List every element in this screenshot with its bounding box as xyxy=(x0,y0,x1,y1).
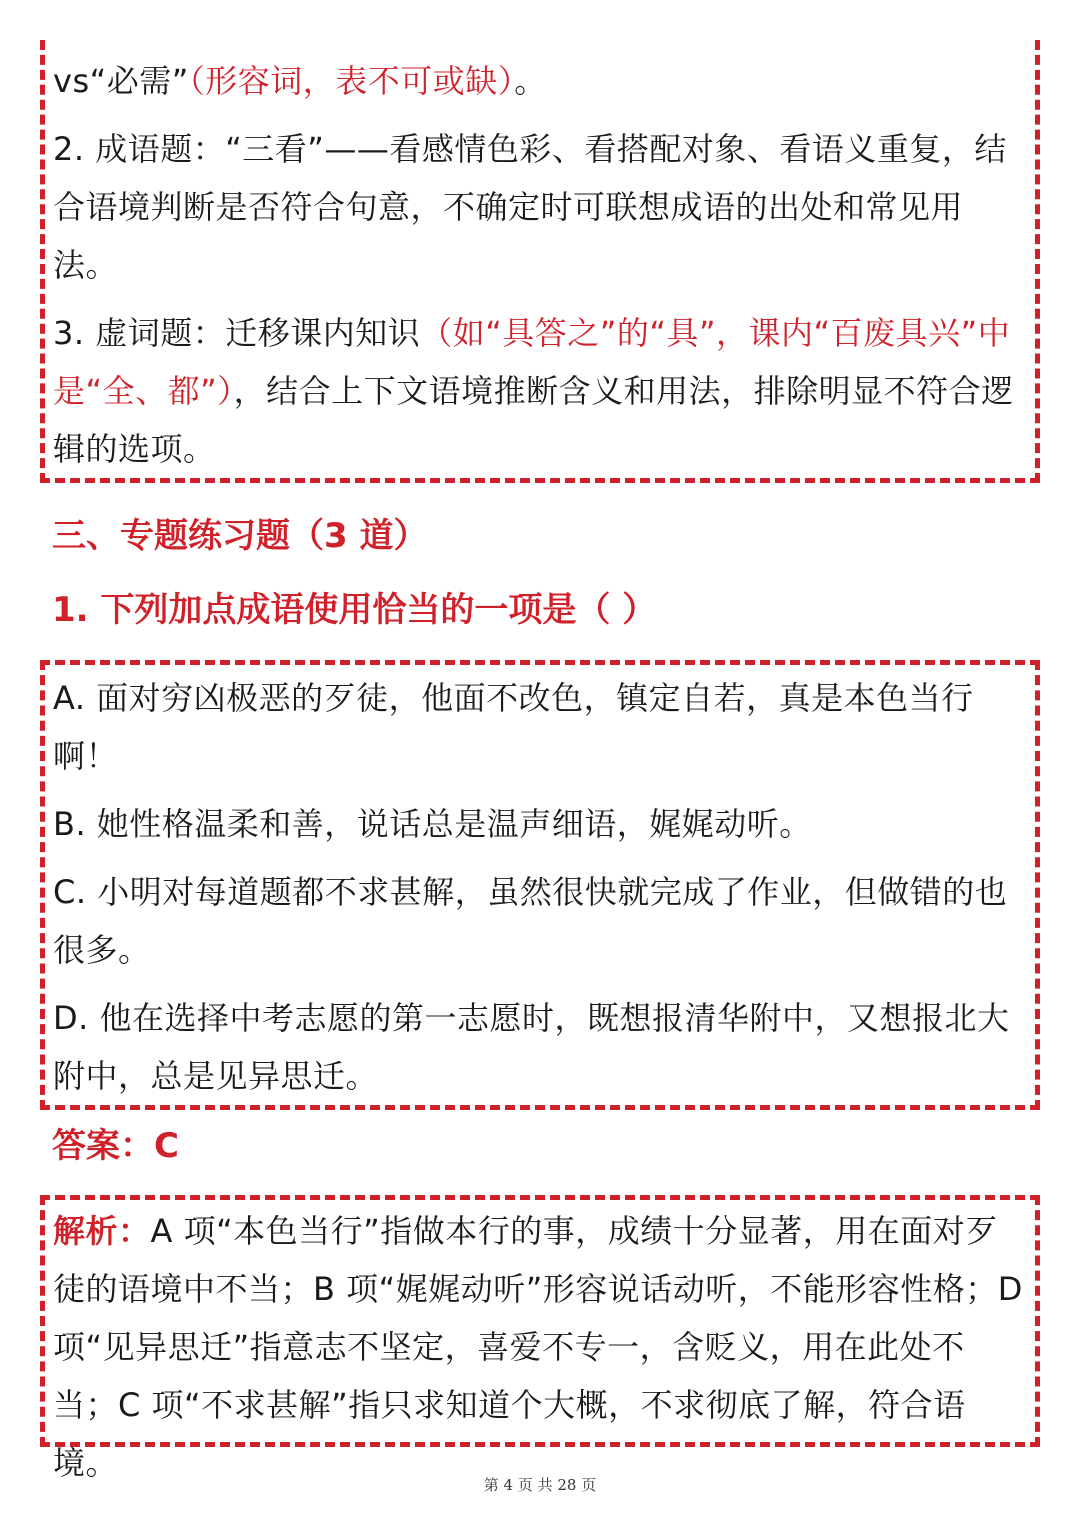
idiom-tip: 2. 成语题：“三看”——看感情色彩、看搭配对象、看语义重复，结合语境判断是否符合句意，不确定时可联想成语的出处和常见用法。 xyxy=(53,130,1007,284)
option-b: B. 她性格温柔和善，说话总是温声细语，娓娓动听。 xyxy=(53,805,812,843)
function-word-tip xyxy=(53,304,1025,478)
option-d: D. 他在选择中考志愿的第一志愿时，既想报清华附中，又想报北大附中，总是见异思迁。 xyxy=(53,999,1010,1095)
function-word-tip-rest: ，结合上下文语境推断含义和用法，排除明显不符合逻辑的选项。 xyxy=(53,372,1014,468)
question-stem: 1. 下列加点成语使用恰当的一项是（ ） xyxy=(52,590,657,630)
analysis-text: A 项“本色当行”指做本行的事，成绩十分显著，用在面对歹徒的语境中不当；B 项“娓娓动听”形容说话动听，不能形容性格；D 项“见异思迁”指意志不坚定，喜爱不专一，含贬义，用在此处不当；C 项“不求甚解”指只求知道个大概，不求彻底了解，符合语境。 xyxy=(53,1212,1023,1482)
function-word-tip-text: 3. 虚词题：迁移课内知识 xyxy=(53,314,421,352)
section-title: 三、专题练习题（3 道） xyxy=(52,516,428,556)
option-a: A. 面对穷凶极恶的歹徒，他面不改色，镇定自若，真是本色当行啊！ xyxy=(53,679,974,775)
function-word-tip-note: （如“具答之”的“具”，课内“百废具兴”中是“全、都”） xyxy=(53,314,1011,410)
analysis xyxy=(53,1202,1025,1492)
vocab-tip-end: 。 xyxy=(514,62,547,100)
vocab-tip-note: （形容词，表不可或缺） xyxy=(188,62,515,100)
vocab-tip-tail xyxy=(53,52,1025,110)
answer: 答案：C xyxy=(52,1126,179,1166)
vocab-tip-text: vs“必需” xyxy=(53,62,189,100)
page-footer: 第 4 页 共 28 页 xyxy=(483,1476,597,1494)
options-box xyxy=(40,660,1040,1110)
tips-box xyxy=(40,40,1040,483)
analysis-box xyxy=(40,1195,1040,1482)
option-c: C. 小明对每道题都不求甚解，虽然很快就完成了作业，但做错的也很多。 xyxy=(53,873,1008,969)
analysis-label: 解析： xyxy=(53,1212,151,1250)
